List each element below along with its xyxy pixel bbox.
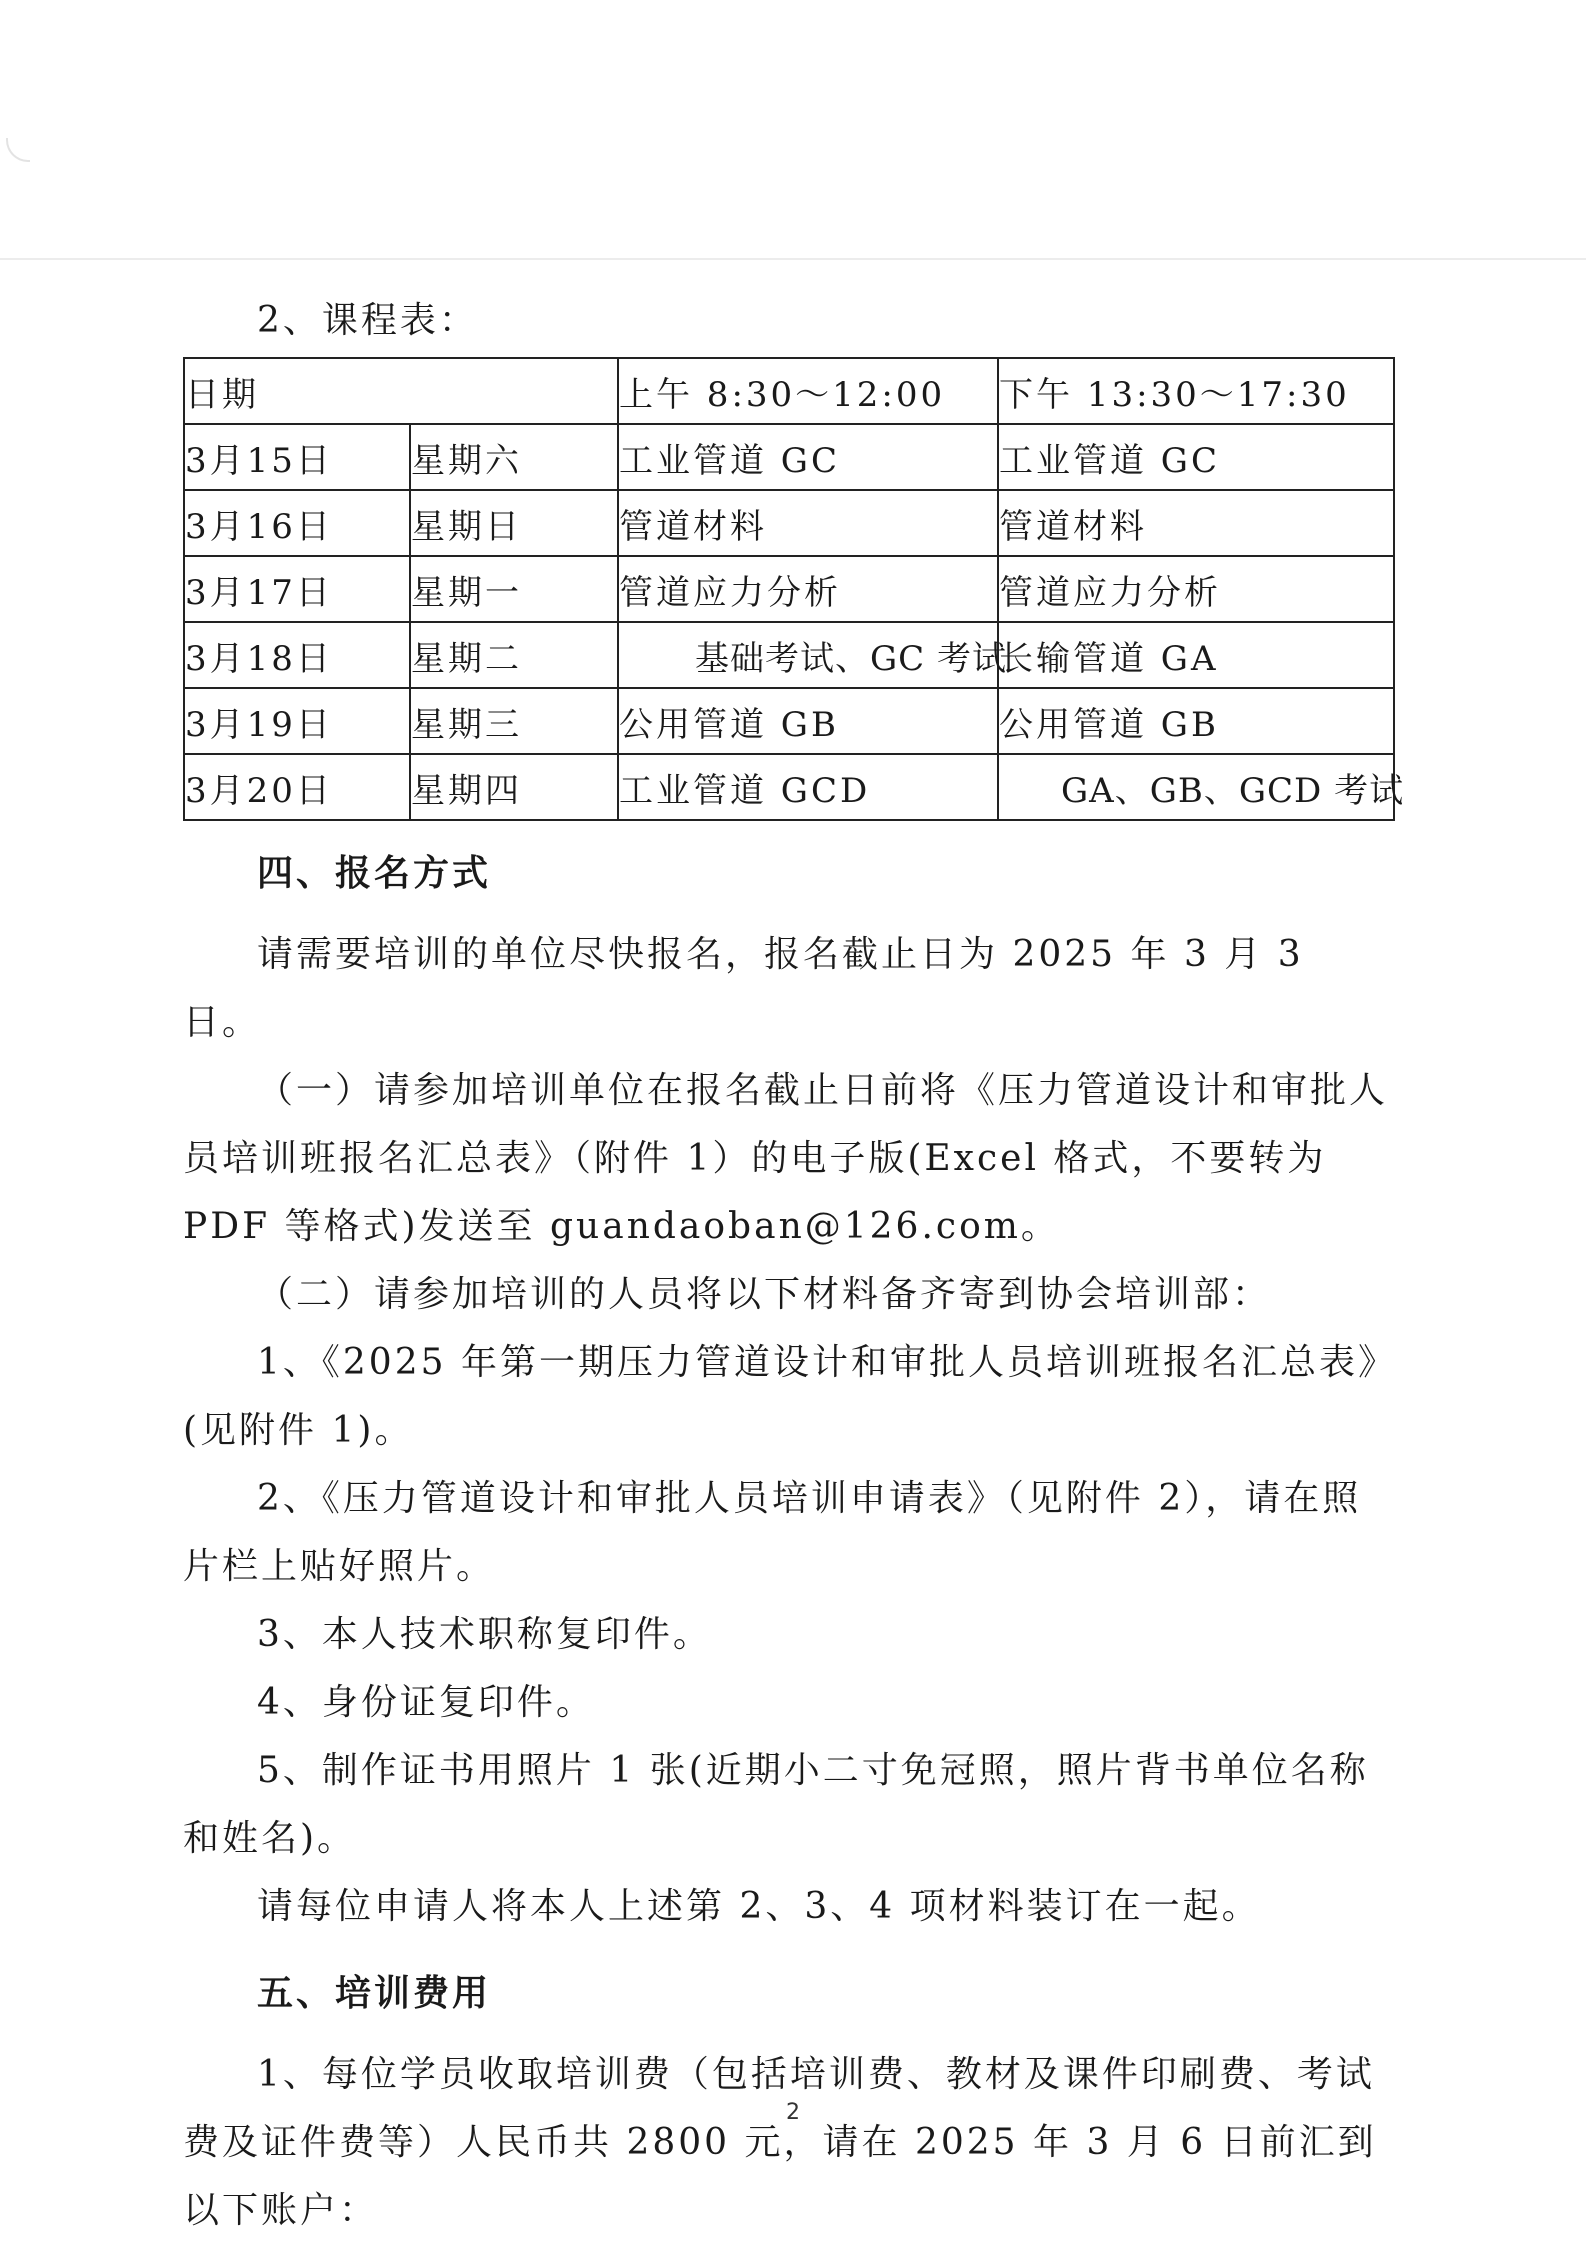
list-item: 2、《压力管道设计和审批人员培训申请表》（见附件 2），请在照片栏上贴好照片。 [183, 1478, 1362, 1587]
section-4-paragraph-3: （二）请参加培训的人员将以下材料备齐寄到协会培训部： [257, 1274, 1272, 1315]
cell-weekday: 星期二 [410, 622, 618, 688]
cell-morning: 工业管道 GCD [618, 754, 998, 820]
cell-weekday: 星期六 [410, 424, 618, 490]
cell-date: 3月17日 [184, 556, 410, 622]
section-4-paragraph-4: 请每位申请人将本人上述第 2、3、4 项材料装订在一起。 [257, 1886, 1261, 1927]
header-morning: 上午 8:30～12:00 [618, 358, 998, 424]
document-body [183, 285, 1405, 2245]
cell-afternoon: 公用管道 GB [998, 688, 1394, 754]
cell-morning: 管道应力分析 [618, 556, 998, 622]
section-4-paragraph-1: 请需要培训的单位尽快报名，报名截止日为 2025 年 3 月 3 日。 [183, 934, 1304, 1043]
cell-morning: 管道材料 [618, 490, 998, 556]
cell-date: 3月16日 [184, 490, 410, 556]
list-item: 1、《2025 年第一期压力管道设计和审批人员培训班报名汇总表》(见附件 1)。 [183, 1342, 1379, 1451]
cell-morning: 基础考试、GC 考试 [618, 622, 998, 688]
list-item: 4、身份证复印件。 [257, 1682, 595, 1723]
course-schedule-table [183, 357, 1405, 821]
table-header-row [184, 358, 1394, 424]
header-afternoon: 下午 13:30～17:30 [998, 358, 1394, 424]
cell-afternoon: GA、GB、GCD 考试 [998, 754, 1394, 820]
table-row [184, 556, 1394, 622]
scan-corner-mark [6, 138, 30, 162]
header-date: 日期 [184, 358, 618, 424]
cell-morning: 工业管道 GC [618, 424, 998, 490]
cell-date: 3月18日 [184, 622, 410, 688]
cell-date: 3月15日 [184, 424, 410, 490]
section-4-paragraph-2: （一）请参加培训单位在报名截止日前将《压力管道设计和审批人员培训班报名汇总表》（附件 1）的电子版(Excel 格式，不要转为 PDF 等格式)发送至 guandaoban@126.com。 [183, 1070, 1389, 1247]
table-row [184, 622, 1394, 688]
cell-morning: 公用管道 GB [618, 688, 998, 754]
table-row [184, 754, 1394, 820]
section-4-heading: 四、报名方式 [257, 852, 492, 894]
cell-afternoon: 管道应力分析 [998, 556, 1394, 622]
section-5-paragraph-1: 1、每位学员收取培训费（包括培训费、教材及课件印刷费、考试费及证件费等）人民币共 2800 元，请在 2025 年 3 月 6 日前汇到以下账户： [183, 2054, 1377, 2231]
section-5-heading: 五、培训费用 [257, 1972, 492, 2014]
table-row [184, 490, 1394, 556]
page-top-rule [0, 258, 1586, 260]
cell-afternoon: 工业管道 GC [998, 424, 1394, 490]
list-item: 3、本人技术职称复印件。 [257, 1614, 712, 1655]
cell-weekday: 星期一 [410, 556, 618, 622]
schedule-label: 2、课程表： [257, 300, 478, 341]
cell-afternoon: 管道材料 [998, 490, 1394, 556]
cell-weekday: 星期日 [410, 490, 618, 556]
cell-afternoon: 长输管道 GA [998, 622, 1394, 688]
page-number: 2 [786, 2100, 800, 2125]
cell-weekday: 星期三 [410, 688, 618, 754]
list-item: 5、制作证书用照片 1 张(近期小二寸免冠照，照片背书单位名称和姓名)。 [183, 1750, 1369, 1859]
table-row [184, 688, 1394, 754]
table-row [184, 424, 1394, 490]
cell-date: 3月20日 [184, 754, 410, 820]
cell-date: 3月19日 [184, 688, 410, 754]
cell-weekday: 星期四 [410, 754, 618, 820]
